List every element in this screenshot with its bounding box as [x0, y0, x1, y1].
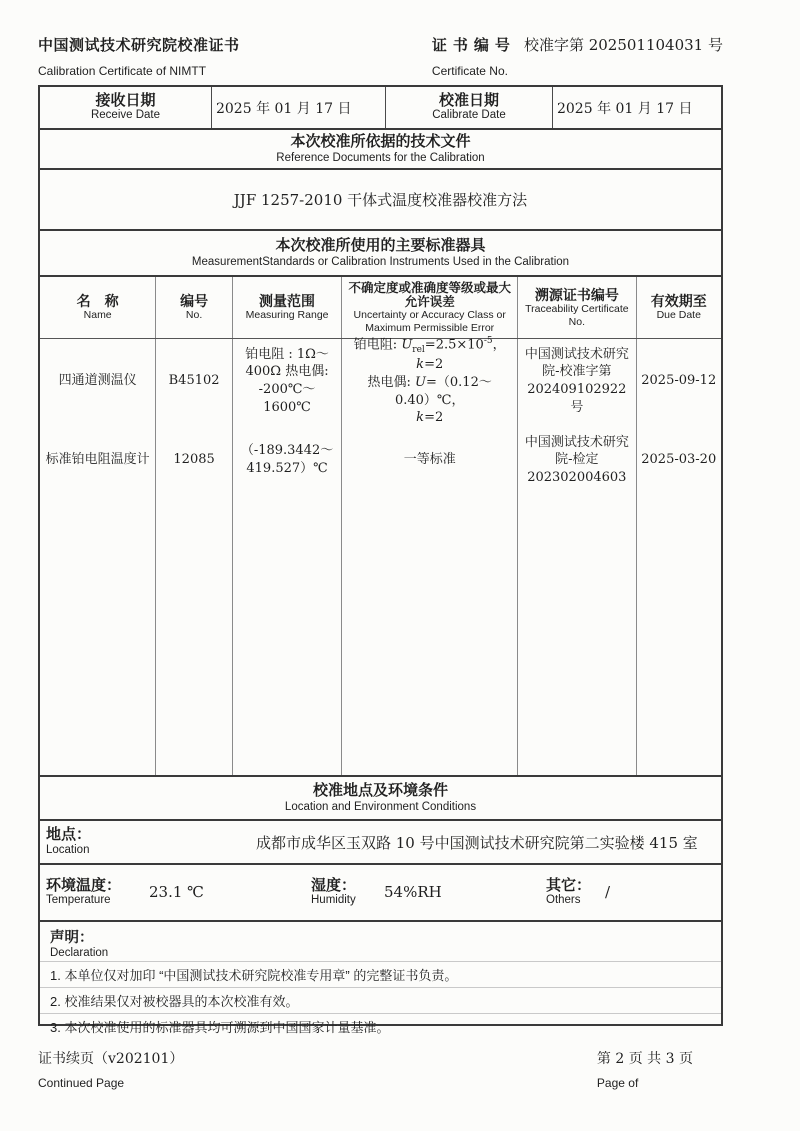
- column-header-traceability-en: Traceability Certificate No.: [525, 302, 629, 328]
- reference-heading-cn: 本次校准所依据的技术文件: [290, 132, 471, 150]
- declaration-item-2: 2. 校准结果仅对被校器具的本次校准有效。: [40, 988, 721, 1014]
- instrument1-no: B45102: [168, 373, 220, 389]
- temperature-label-cn: 环境温度：: [46, 876, 122, 894]
- calibrate-date-label-en: Calibrate Date: [432, 109, 506, 122]
- column-header-name-en: Name: [83, 309, 112, 322]
- document-title-en: Calibration Certificate of NIMTT: [38, 64, 207, 78]
- column-header-name-cn: 名 称: [76, 293, 119, 310]
- document-title-cn: 中国测试技术研究院校准证书: [38, 37, 240, 54]
- instrument1-name: 四通道测温仪: [58, 373, 137, 389]
- uncertainty-tc-prefix: 热电偶:: [367, 374, 416, 390]
- page-header: [38, 34, 723, 78]
- calibrate-date-value: 2025 年 01 月 17 日: [552, 87, 721, 128]
- instrument2-traceability: 中国测试技术研究院-检定 202302004603: [524, 434, 629, 485]
- humidity-group: [305, 877, 540, 908]
- certificate-number-value: 校准字第 202501104031 号: [523, 36, 723, 54]
- header-title-block: [38, 34, 240, 78]
- column-range: [232, 339, 341, 775]
- location-row: [38, 819, 723, 865]
- column-header-no: [155, 277, 232, 338]
- uncertainty-pt-mid: =2.5×10: [424, 337, 484, 353]
- instrument1-due-date: 2025-09-12: [641, 373, 717, 389]
- location-label-en: Location: [46, 843, 90, 856]
- instrument2-uncertainty: 一等标准: [403, 452, 456, 468]
- instrument1-traceability: 中国测试技术研究院-校准字第 202409102922 号: [524, 346, 629, 415]
- humidity-label-cell: [305, 877, 356, 908]
- dates-table: [38, 85, 723, 130]
- certificate-number-label-cn: 证书编号: [431, 37, 516, 54]
- instrument2-no: 12085: [173, 452, 215, 468]
- uncertainty-pt-sub: rel: [412, 345, 425, 356]
- receive-date-label-cell: [40, 87, 211, 128]
- environment-row: [38, 863, 723, 922]
- footer-page-number-block: [597, 1048, 723, 1090]
- column-header-range-cn: 测量范围: [259, 293, 316, 310]
- instrument1-range: [233, 339, 341, 423]
- column-header-range-en: Measuring Range: [245, 309, 329, 322]
- uncertainty-tc-k-value: =2: [424, 410, 444, 426]
- column-header-uncertainty: [341, 277, 517, 338]
- others-label-en: Others: [546, 894, 581, 907]
- temperature-group: [40, 877, 305, 908]
- column-uncertainty: [341, 336, 517, 775]
- temperature-value: 23.1 ℃: [149, 883, 204, 902]
- reference-heading-en: Reference Documents for the Calibration: [276, 151, 485, 164]
- reference-documents-heading: [38, 128, 723, 170]
- uncertainty-pt-k-value: =2: [424, 357, 444, 373]
- uncertainty-tc-mid: =（0.12～0.40）℃，: [394, 374, 492, 408]
- column-traceability: [517, 339, 635, 775]
- location-label-cn: 地点：: [46, 826, 92, 844]
- standards-heading-en: MeasurementStandards or Calibration Instruments Used in the Calibration: [191, 255, 570, 268]
- location-heading-en: Location and Environment Conditions: [284, 800, 477, 813]
- page-number-en: Page of: [596, 1076, 639, 1090]
- column-header-range: [232, 277, 341, 338]
- location-heading-cn: 校准地点及环境条件: [312, 781, 448, 799]
- location-label-cell: [40, 826, 156, 857]
- uncertainty-tc-k: k: [416, 410, 425, 426]
- certificate-body: [38, 85, 723, 1035]
- declaration-label-cn: 声明：: [50, 930, 94, 946]
- column-no: [155, 339, 232, 775]
- uncertainty-tc-u: U: [415, 374, 427, 390]
- standards-table-body: [40, 336, 721, 775]
- uncertainty-pt-k: k: [416, 357, 425, 373]
- instrument1-uncertainty: [342, 336, 517, 426]
- declaration-section: [38, 920, 723, 1035]
- declaration-item-3: 3. 本次校准使用的标准器具均可溯源到中国国家计量基准。: [50, 1020, 390, 1035]
- continued-page-label-en: Continued Page: [38, 1076, 125, 1090]
- others-label-cell: [540, 877, 591, 908]
- column-header-traceability: [517, 277, 635, 338]
- column-header-name: [40, 277, 155, 338]
- uncertainty-pt-sup: -5: [483, 336, 493, 347]
- column-due-date: [636, 339, 722, 775]
- instrument1-range-line1: 铂电阻 : 1Ω～400Ω: [245, 346, 329, 380]
- humidity-label-cn: 湿度：: [311, 876, 357, 894]
- certificate-number-block: [432, 34, 723, 78]
- instrument1-range-line2: 热电偶: -200℃～1600℃: [258, 364, 329, 415]
- uncertainty-pt-u: U: [401, 337, 413, 353]
- temperature-label-cell: [40, 877, 121, 908]
- column-header-due-date-cn: 有效期至: [650, 293, 707, 310]
- instrument2-range: （-189.3442～419.527）℃: [240, 443, 334, 476]
- standards-table-header-row: [40, 277, 721, 339]
- humidity-value: 54%RH: [384, 883, 442, 902]
- receive-date-label-cn: 接收日期: [95, 91, 156, 109]
- reference-document-value: JJF 1257-2010 干体式温度校准器校准方法: [38, 168, 723, 231]
- standards-heading-cn: 本次校准所使用的主要标准器具: [275, 236, 486, 254]
- page-footer: [38, 1048, 723, 1090]
- column-header-uncertainty-en: Uncertainty or Accuracy Class or Maximum Permissible Error: [353, 309, 506, 334]
- receive-date-value: 2025 年 01 月 17 日: [211, 87, 385, 128]
- column-header-no-en: No.: [185, 309, 203, 322]
- instrument2-due-date: 2025-03-20: [641, 452, 717, 468]
- location-section-heading: [38, 775, 723, 821]
- declaration-label-en: Declaration: [40, 947, 721, 962]
- column-header-due-date-en: Due Date: [656, 309, 701, 322]
- standards-table: [38, 275, 723, 777]
- others-label-cn: 其它：: [546, 876, 592, 894]
- humidity-label-en: Humidity: [311, 894, 356, 907]
- receive-date-label-en: Receive Date: [90, 109, 161, 122]
- uncertainty-pt-comma: ，: [492, 337, 506, 353]
- column-header-uncertainty-cn: 不确定度或准确度等级或最大允许误差: [348, 280, 511, 309]
- location-value: 成都市成华区玉双路 10 号中国测试技术研究院第二实验楼 415 室: [256, 833, 698, 852]
- page-number-cn: 第 2 页 共 3 页: [596, 1051, 693, 1067]
- instrument2-name: 标准铂电阻温度计: [45, 452, 150, 468]
- column-header-due-date: [636, 277, 722, 338]
- column-name: [40, 339, 155, 775]
- others-group: [540, 877, 721, 908]
- calibrate-date-label-cn: 校准日期: [438, 91, 499, 109]
- uncertainty-pt-prefix: 铂电阻:: [353, 337, 402, 353]
- standards-heading: [38, 229, 723, 277]
- certificate-number-label-en: Certificate No.: [431, 64, 508, 78]
- certificate-number-line: [432, 34, 723, 55]
- calibrate-date-label-cell: [385, 87, 552, 128]
- temperature-label-en: Temperature: [46, 894, 111, 907]
- continued-page-label-cn: 证书续页（v202101）: [38, 1051, 184, 1067]
- declaration-item-1: 1. 本单位仅对加印 “中国测试技术研究院校准专用章” 的完整证书负责。: [40, 962, 721, 988]
- others-value: /: [605, 883, 611, 902]
- column-header-traceability-cn: 溯源证书编号: [534, 286, 619, 303]
- column-header-no-cn: 编号: [180, 293, 209, 310]
- footer-left-block: [38, 1048, 183, 1090]
